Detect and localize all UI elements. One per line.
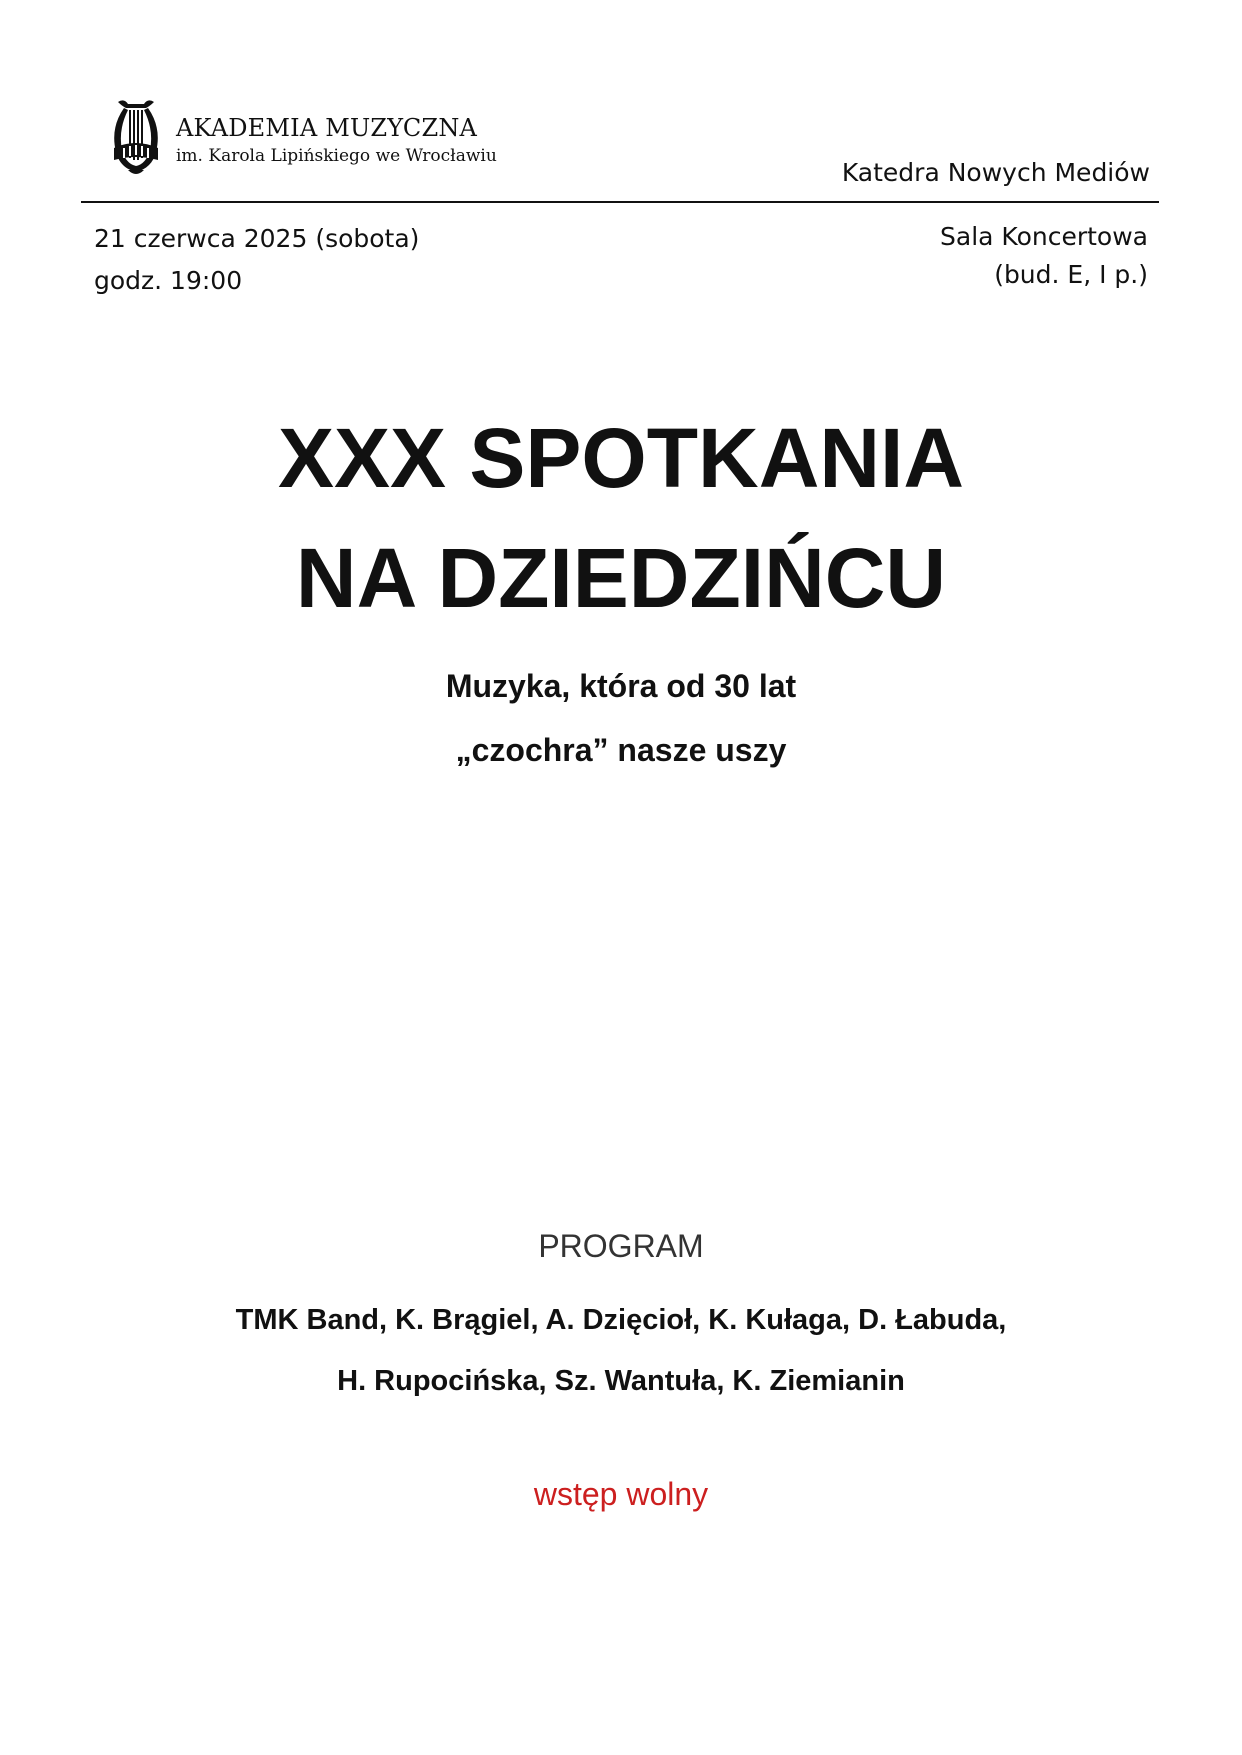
event-time: godz. 19:00 xyxy=(94,266,243,295)
academy-name: AKADEMIA MUZYCZNA xyxy=(176,114,478,142)
admission-note: wstęp wolny xyxy=(533,1476,709,1512)
performers-line-2: H. Rupocińska, Sz. Wantuła, K. Ziemianin xyxy=(337,1365,905,1397)
subtitle-line-1: Muzyka, która od 30 lat xyxy=(445,668,797,704)
performers-list xyxy=(0,1290,1242,1412)
venue-detail: (bud. E, I p.) xyxy=(994,260,1148,289)
academy-logo xyxy=(106,98,497,178)
performers-line-1: TMK Band, K. Brągiel, A. Dzięcioł, K. Kułaga, D. Łabuda, xyxy=(235,1304,1007,1336)
title-line-2: NA DZIEDZIŃCU xyxy=(295,531,947,625)
event-title xyxy=(0,398,1242,638)
event-date: 21 czerwca 2025 (sobota) xyxy=(94,224,420,253)
title-line-1: XXX SPOTKANIA xyxy=(277,411,965,505)
subtitle-line-2: „czochra” nasze uszy xyxy=(455,732,787,768)
program-heading: PROGRAM xyxy=(538,1228,704,1264)
academy-subtitle: im. Karola Lipińskiego we Wrocławiu xyxy=(176,146,497,166)
event-subtitle xyxy=(0,654,1242,782)
event-venue xyxy=(940,218,1148,294)
lyre-icon xyxy=(106,98,166,178)
venue-name: Sala Koncertowa xyxy=(940,222,1148,251)
department-name: Katedra Nowych Mediów xyxy=(841,158,1150,187)
event-datetime xyxy=(94,218,419,302)
header-divider xyxy=(81,201,1159,203)
